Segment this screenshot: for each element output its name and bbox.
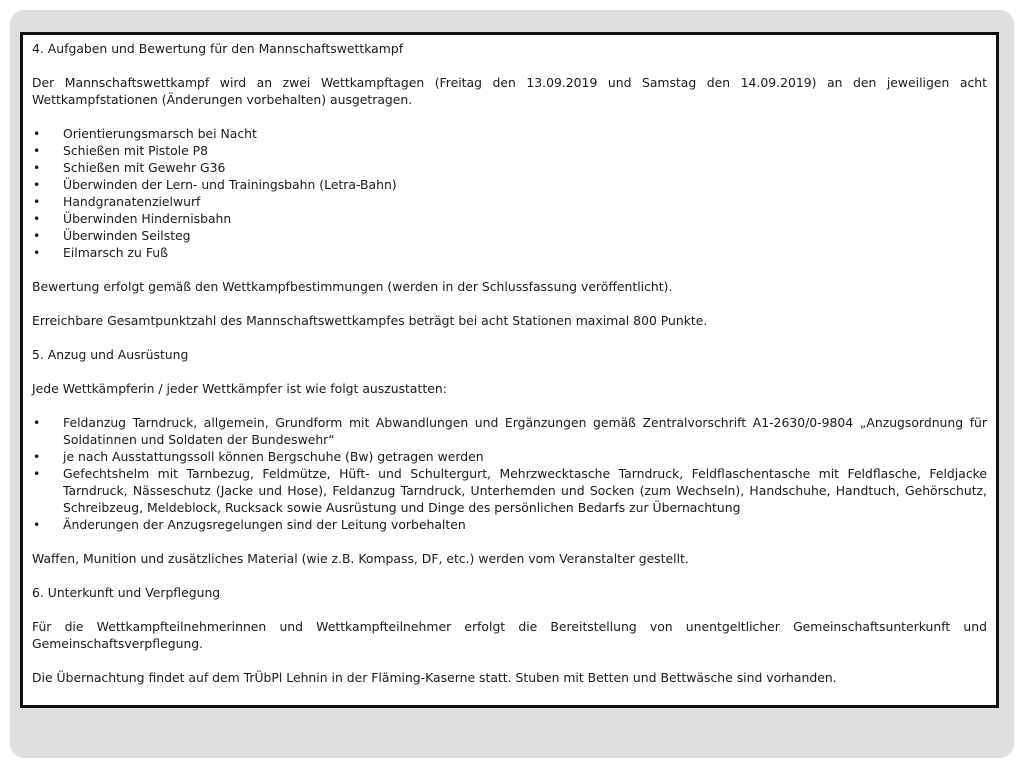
list-item bbox=[32, 448, 987, 465]
section6-accommodation: Die Übernachtung findet auf dem TrÜbPl Lehnin in der Fläming-Kaserne statt. Stuben mit Betten und Bettwäsche sind vorhanden. bbox=[32, 670, 837, 685]
spacer bbox=[32, 57, 987, 74]
section4-intro: Der Mannschaftswettkampf wird an zwei Wettkampftagen (Freitag den 13.09.2019 und Samstag den 14.09.2019) an den jeweiligen acht Wettkampfstationen (Änderungen vorbehalten) ausgetragen. bbox=[32, 75, 987, 107]
list-item bbox=[32, 244, 987, 261]
list-item-text: Schießen mit Gewehr G36 bbox=[63, 160, 226, 175]
section5-material: Waffen, Munition und zusätzliches Material (wie z.B. Kompass, DF, etc.) werden vom Veranstalter gestellt. bbox=[32, 551, 689, 566]
list-item bbox=[32, 159, 987, 176]
spacer bbox=[32, 329, 987, 346]
list-item bbox=[32, 193, 987, 210]
section6-provision: Für die Wettkampfteilnehmerinnen und Wettkampfteilnehmer erfolgt die Bereitstellung von unentgeltlicher Gemeinschaftsunterkunft und Gemeinschaftsverpflegung. bbox=[32, 619, 987, 651]
list-item-text: Änderungen der Anzugsregelungen sind der Leitung vorbehalten bbox=[63, 517, 466, 532]
bullet-icon: • bbox=[33, 177, 41, 192]
section4-points: Erreichbare Gesamtpunktzahl des Mannschaftswettkampfes beträgt bei acht Stationen maximal 800 Punkte. bbox=[32, 313, 708, 328]
spacer bbox=[32, 567, 987, 584]
document-box bbox=[20, 32, 999, 708]
list-item-text: Überwinden der Lern- und Trainingsbahn (Letra-Bahn) bbox=[63, 177, 397, 192]
list-item bbox=[32, 516, 987, 533]
list-item-text: Orientierungsmarsch bei Nacht bbox=[63, 126, 257, 141]
list-item bbox=[32, 210, 987, 227]
section5-heading: 5. Anzug und Ausrüstung bbox=[32, 347, 189, 362]
bullet-icon: • bbox=[33, 517, 41, 532]
equipment-list bbox=[32, 414, 987, 533]
bullet-icon: • bbox=[33, 466, 41, 481]
list-item-text: Schießen mit Pistole P8 bbox=[63, 143, 209, 158]
section5-intro: Jede Wettkämpferin / jeder Wettkämpfer ist wie folgt auszustatten: bbox=[32, 381, 447, 396]
station-list bbox=[32, 125, 987, 261]
list-item-text: Handgranatenzielwurf bbox=[63, 194, 201, 209]
list-item bbox=[32, 414, 987, 448]
list-item-text: Überwinden Seilsteg bbox=[63, 228, 191, 243]
list-item bbox=[32, 125, 987, 142]
list-item bbox=[32, 465, 987, 516]
list-item-text: Eilmarsch zu Fuß bbox=[63, 245, 168, 260]
bullet-icon: • bbox=[33, 126, 41, 141]
spacer bbox=[32, 363, 987, 380]
spacer bbox=[32, 652, 987, 669]
spacer bbox=[32, 533, 987, 550]
list-item-text: je nach Ausstattungssoll können Bergschuhe (Bw) getragen werden bbox=[63, 449, 484, 464]
list-item-text: Feldanzug Tarndruck, allgemein, Grundform mit Abwandlungen und Ergänzungen gemäß Zentralvorschrift A1-2630/0-9804 „Anzugsordnung für Soldatinnen und Soldaten der Bundeswehr“ bbox=[63, 415, 987, 447]
list-item bbox=[32, 227, 987, 244]
bullet-icon: • bbox=[33, 449, 41, 464]
bullet-icon: • bbox=[33, 228, 41, 243]
spacer bbox=[32, 601, 987, 618]
section4-evaluation: Bewertung erfolgt gemäß den Wettkampfbestimmungen (werden in der Schlussfassung veröffentlicht). bbox=[32, 279, 673, 294]
list-item-text: Gefechtshelm mit Tarnbezug, Feldmütze, Hüft- und Schultergurt, Mehrzwecktasche Tarndruck, Feldflaschentasche mit Feldflasche, Feldjacke Tarndruck, Nässeschutz (Jacke und Hose), Feldanzug Tarndruck, Unterhemden und Socken (zum Wechseln), Handschuhe, Handtuch, Gehörschutz, Schreibzeug, Meldeblock, Rucksack sowie Ausrüstung und Dinge des persönlichen Bedarfs zur Übernachtung bbox=[63, 466, 987, 515]
bullet-icon: • bbox=[33, 194, 41, 209]
bullet-icon: • bbox=[33, 211, 41, 226]
spacer bbox=[32, 295, 987, 312]
bullet-icon: • bbox=[33, 143, 41, 158]
list-item bbox=[32, 142, 987, 159]
section6-heading: 6. Unterkunft und Verpflegung bbox=[32, 585, 221, 600]
spacer bbox=[32, 108, 987, 125]
bullet-icon: • bbox=[33, 160, 41, 175]
bullet-icon: • bbox=[33, 245, 41, 260]
section4-heading: 4. Aufgaben und Bewertung für den Mannschaftswettkampf bbox=[32, 41, 404, 56]
list-item bbox=[32, 176, 987, 193]
bullet-icon: • bbox=[33, 415, 41, 430]
spacer bbox=[32, 261, 987, 278]
list-item-text: Überwinden Hindernisbahn bbox=[63, 211, 232, 226]
spacer bbox=[32, 397, 987, 414]
